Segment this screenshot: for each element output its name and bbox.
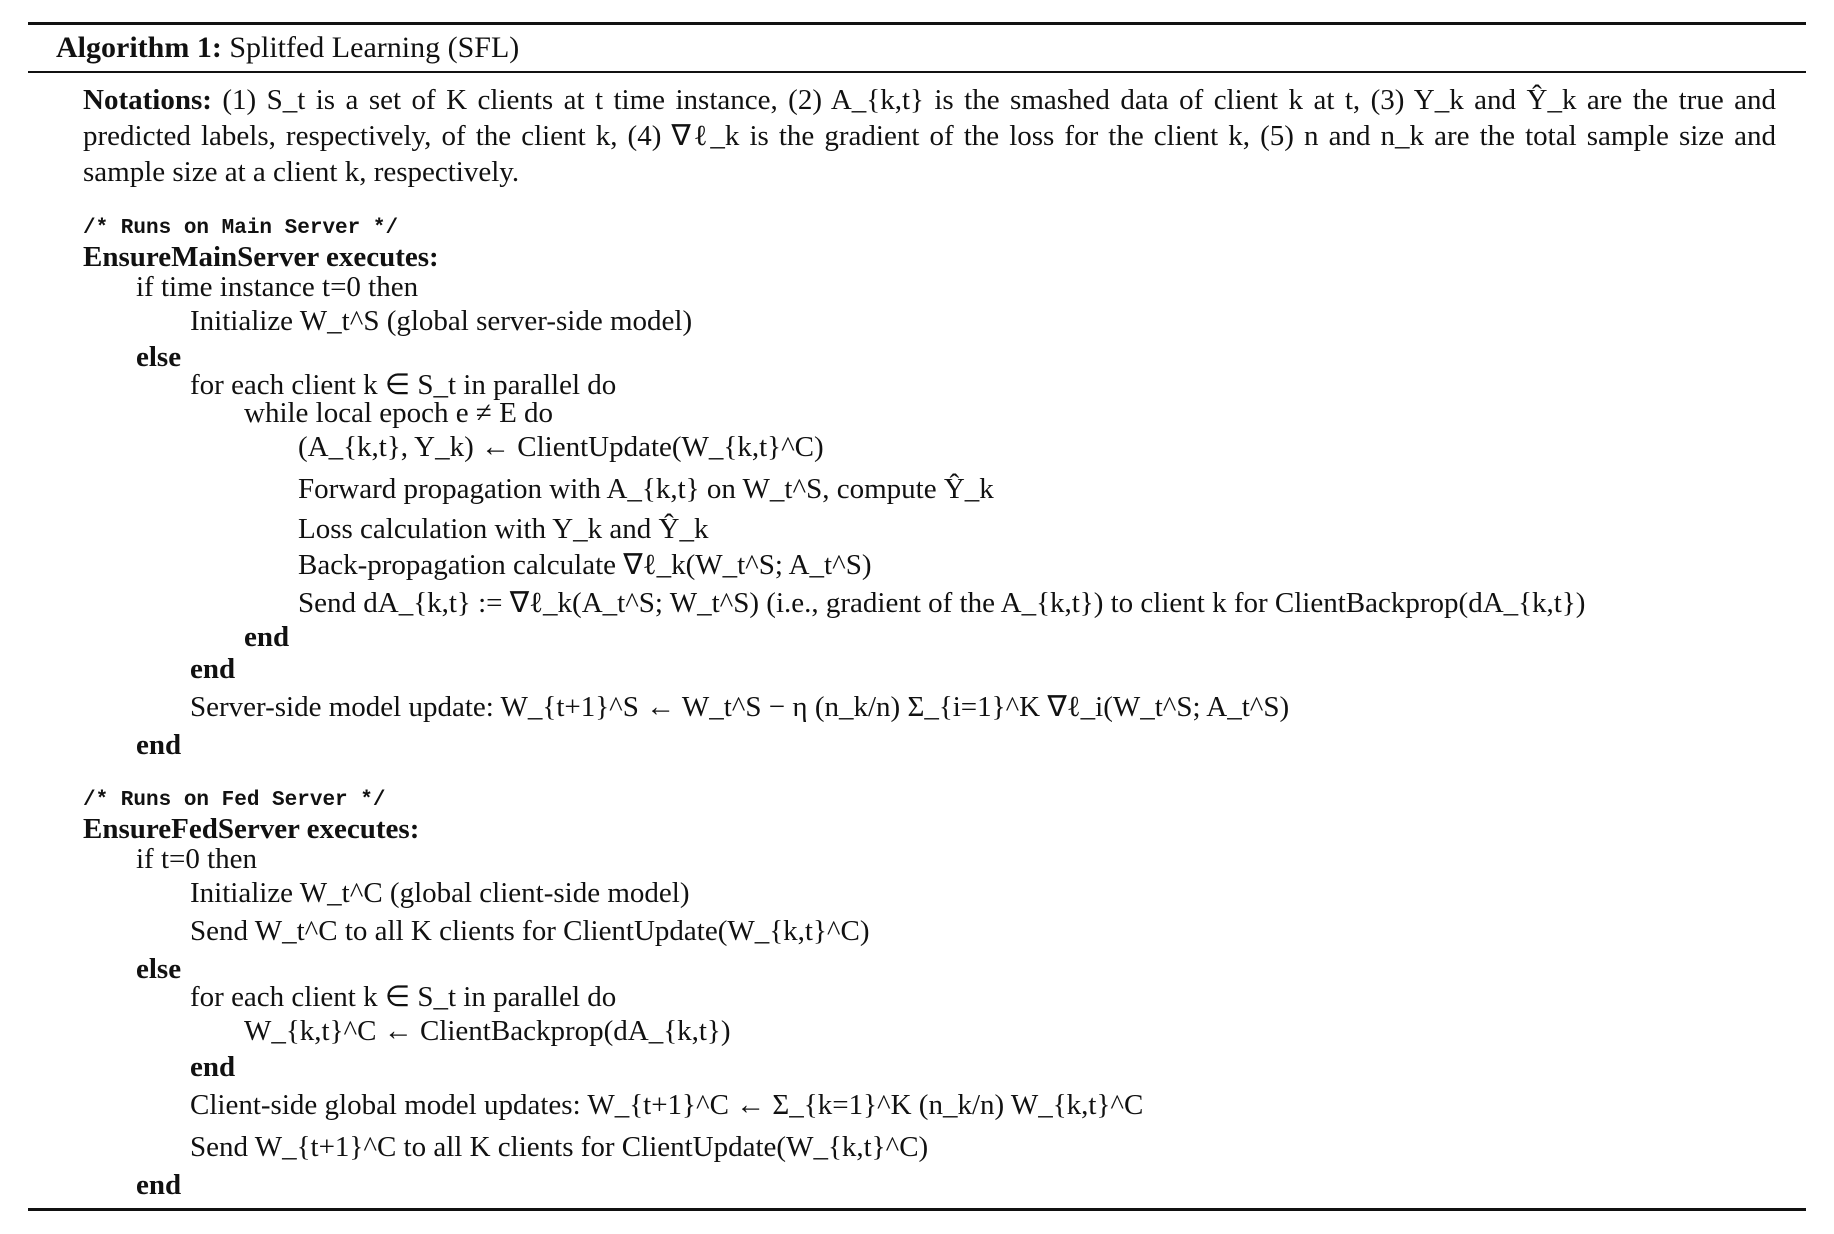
fed-end-if: end (136, 1169, 182, 1201)
algorithm-label: Algorithm 1: (56, 31, 222, 64)
fed-server-comment: /* Runs on Fed Server */ (83, 789, 386, 812)
fed-global-update-line: Client-side global model updates: W_{t+1}^C ← Σ_{k=1}^K (n_k/n) W_{k,t}^C (190, 1089, 1144, 1121)
fed-else-line: else (136, 953, 182, 985)
main-while-line: while local epoch e ≠ E do (244, 397, 554, 429)
fed-for-line: for each client k ∈ S_t in parallel do (190, 981, 617, 1013)
fed-server-header: EnsureFedServer executes: (83, 813, 420, 845)
algorithm-title (28, 25, 1806, 71)
algorithm-body (28, 72, 1806, 1202)
fed-send-update-line: Send W_{t+1}^C to all K clients for ClientUpdate(W_{k,t}^C) (190, 1131, 929, 1163)
main-loss-line: Loss calculation with Y_k and Ŷ_k (298, 513, 709, 545)
fed-init-line: Initialize W_t^C (global client-side model) (190, 877, 690, 909)
main-if-line: if time instance t=0 then (136, 271, 419, 303)
main-server-header: EnsureMainServer executes: (83, 241, 439, 273)
fed-end-for: end (190, 1051, 236, 1083)
main-server-comment: /* Runs on Main Server */ (83, 217, 399, 240)
main-forward-line: Forward propagation with A_{k,t} on W_t^S, compute Ŷ_k (298, 473, 994, 505)
algorithm-name: Splitfed Learning (SFL) (229, 31, 520, 64)
notations-paragraph (28, 82, 1806, 190)
algorithm-box (28, 22, 1806, 73)
main-send-line: Send dA_{k,t} := ∇ℓ_k(A_t^S; W_t^S) (i.e., gradient of the A_{k,t}) to client k for ClientBackprop(dA_{k,t}) (298, 587, 1586, 619)
fed-backprop-line: W_{k,t}^C ← ClientBackprop(dA_{k,t}) (244, 1015, 731, 1047)
main-end-while: end (244, 621, 290, 653)
notations-label: Notations: (83, 84, 212, 116)
notations-text-1: (1) S_t is a set of K clients at t time instance, (2) A_{k,t} is the smashed data of client k at t, (3) Y_k and (222, 84, 1517, 116)
main-init-line: Initialize W_t^S (global server-side model) (190, 305, 693, 337)
main-end-for: end (190, 653, 236, 685)
main-backprop-line: Back-propagation calculate ∇ℓ_k(W_t^S; A_t^S) (298, 549, 872, 581)
main-for-line: for each client k ∈ S_t in parallel do (190, 369, 617, 401)
main-else-line: else (136, 341, 182, 373)
main-end-if: end (136, 729, 182, 761)
fed-send-init-line: Send W_t^C to all K clients for ClientUpdate(W_{k,t}^C) (190, 915, 870, 947)
notations-text-2: Ŷ_k are the true and predicted labels, respectively, of the client k, (4) ∇ℓ_k is the gradient of the loss for the client k, (83, 84, 1777, 152)
fed-if-line: if t=0 then (136, 843, 258, 875)
bottom-rule (28, 1208, 1806, 1211)
main-update-line: Server-side model update: W_{t+1}^S ← W_t^S − η (n_k/n) Σ_{i=1}^K ∇ℓ_i(W_t^S; A_t^S) (190, 691, 1290, 723)
main-client-update-line: (A_{k,t}, Y_k) ← ClientUpdate(W_{k,t}^C) (298, 431, 824, 463)
notations-text-3: (5) n and n_k are the total sample size and sample size at a client k, respectively. (83, 120, 1776, 188)
